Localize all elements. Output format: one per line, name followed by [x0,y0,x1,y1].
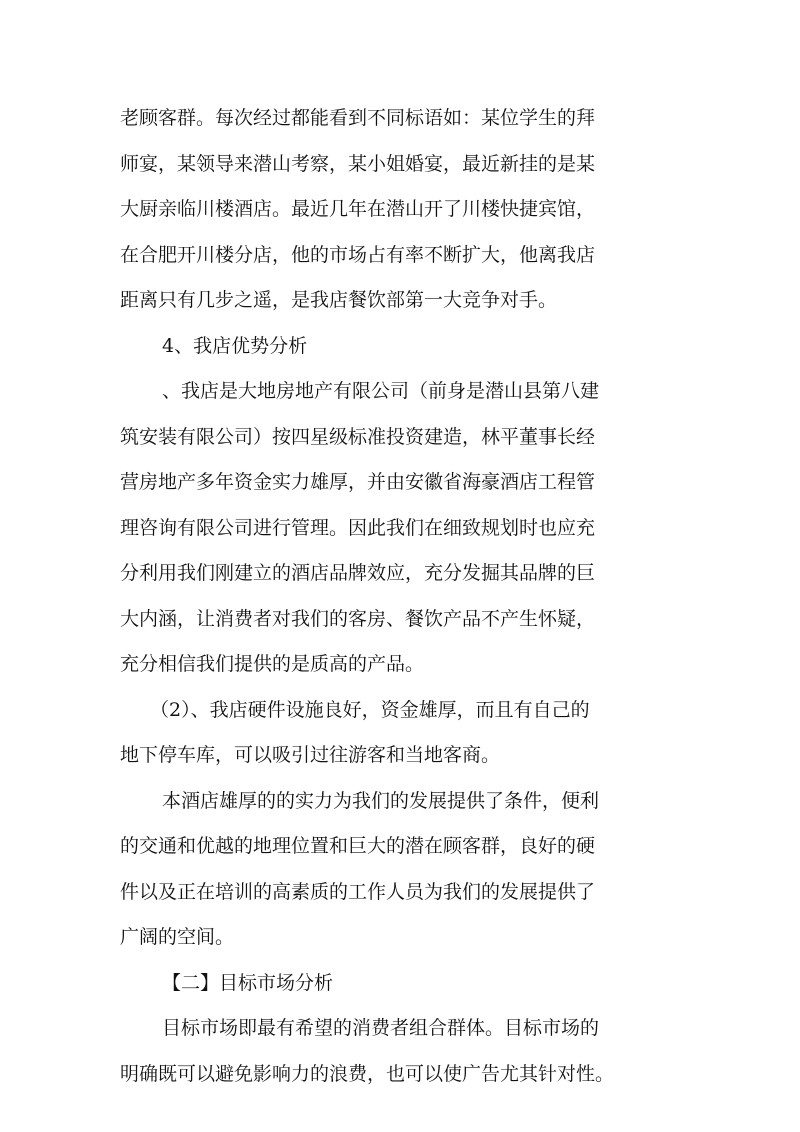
text-line: 理咨询有限公司进行管理。因此我们在细致规划时也应充 [120,516,596,539]
text-line: 本酒店雄厚的的实力为我们的发展提供了条件，便利 [162,789,600,812]
text-line: 件以及正在培训的高素质的工作人员为我们的发展提供了 [120,880,596,903]
text-line: 大内涵，让消费者对我们的客房、餐饮产品不产生怀疑， [120,607,596,630]
text-line: 地下停车库，可以吸引过往游客和当地客商。 [120,744,501,766]
section-heading-2: 【二】目标市场分析 [162,971,334,994]
text-line: 距离只有几步之遥，是我店餐饮部第一大竞争对手。 [120,289,558,311]
body-text [120,96,668,1097]
text-line: 在合肥开川楼分店，他的市场占有率不断扩大，他离我店 [120,243,596,266]
text-line: 师宴，某领导来潜山考察，某小姐婚宴，最近新挂的是某 [120,152,596,175]
text-line: 充分相信我们提供的是质高的产品。 [120,653,425,675]
text-line: 的交通和优越的地理位置和巨大的潜在顾客群，良好的硬 [120,835,596,857]
section-heading-4: 4、我店优势分析 [162,334,308,357]
text-line: 营房地产多年资金实力雄厚，并由安徽省海豪酒店工程管 [120,471,596,493]
text-line: 广阔的空间。 [120,926,235,948]
text-line: 分利用我们刚建立的酒店品牌效应，充分发掘其品牌的巨 [120,562,596,584]
text-line: 筑安装有限公司）按四星级标准投资建造，林平董事长经 [120,425,596,448]
text-line: 大厨亲临川楼酒店。最近几年在潜山开了川楼快捷宾馆， [120,198,596,220]
text-line: 、我店是大地房地产有限公司（前身是潜山县第八建 [162,380,600,402]
text-line: 目标市场即最有希望的消费者组合群体。目标市场的 [162,1017,600,1039]
text-line: 明确既可以避免影响力的浪费，也可以使广告尤其针对性。 [120,1062,615,1085]
text-line: 老顾客群。每次经过都能看到不同标语如：某位学生的拜 [120,107,596,129]
text-line: （2）、我店硬件设施良好，资金雄厚，而且有自己的 [150,698,590,721]
